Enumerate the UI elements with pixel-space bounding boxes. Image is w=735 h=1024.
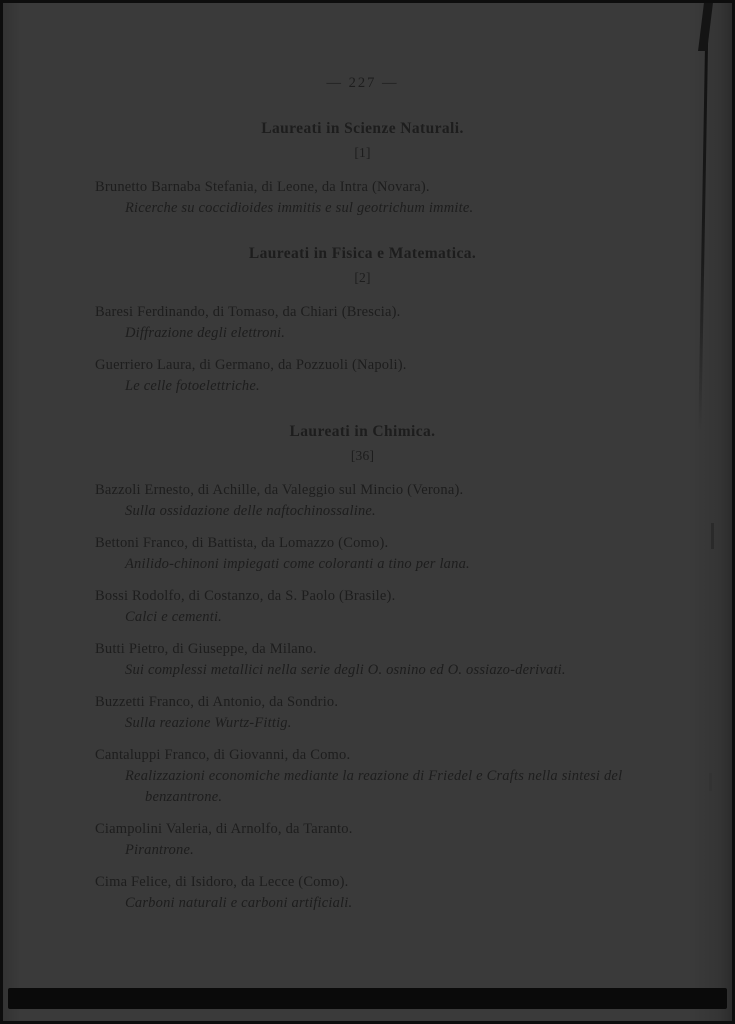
section-title: Laureati in Chimica. (289, 423, 436, 440)
graduate-entry (95, 177, 630, 219)
thesis-title: Carboni naturali e carboni artificiali. (125, 895, 353, 911)
thesis-title: Calci e cementi. (125, 609, 223, 625)
page-number: — 227 — (326, 75, 399, 91)
graduates-section (95, 243, 630, 397)
scan-artifact-dash (711, 523, 714, 549)
graduate-name: Ciampolini Valeria, di Arnolfo, da Taranto. (95, 821, 353, 837)
graduate-entry (95, 302, 630, 344)
graduate-entry (95, 480, 630, 522)
graduate-entry (95, 819, 630, 861)
graduate-name: Buzzetti Franco, di Antonio, da Sondrio. (95, 694, 339, 710)
graduate-entry (95, 745, 630, 808)
thesis-title: Diffrazione degli elettroni. (125, 325, 286, 341)
thesis-title: Anilido-chinoni impiegati come coloranti a tino per lana. (125, 556, 470, 572)
section-count: [1] (354, 145, 371, 160)
graduate-entry (95, 872, 630, 914)
graduate-name: Cima Felice, di Isidoro, da Lecce (Como). (95, 874, 349, 890)
graduate-name: Baresi Ferdinando, di Tomaso, da Chiari (Brescia). (95, 304, 401, 320)
graduate-name: Bossi Rodolfo, di Costanzo, da S. Paolo (Brasile). (95, 588, 396, 604)
scan-artifact-right-line (698, 3, 709, 433)
graduate-entry (95, 355, 630, 397)
thesis-title: Sui complessi metallici nella serie degli O. osnino ed O. ossiazo-derivati. (125, 662, 566, 678)
section-count: [2] (354, 270, 371, 285)
section-count: [36] (350, 448, 375, 463)
thesis-title: Ricerche su coccidioides immitis e sul geotrichum immite. (125, 200, 474, 216)
thesis-title: Le celle fotoelettriche. (125, 378, 260, 394)
graduate-entry (95, 586, 630, 628)
graduates-section (95, 118, 630, 219)
graduate-entry (95, 533, 630, 575)
graduate-entry (95, 639, 630, 681)
graduate-name: Bettoni Franco, di Battista, da Lomazzo (Como). (95, 535, 389, 551)
thesis-title: Sulla reazione Wurtz-Fittig. (125, 715, 292, 731)
scan-artifact-bottom-bar (8, 988, 727, 1009)
scan-artifact-dash (709, 773, 712, 791)
graduate-name: Butti Pietro, di Giuseppe, da Milano. (95, 641, 317, 657)
scan-shadow-left (3, 3, 21, 1021)
page-content (95, 73, 630, 925)
thesis-title: Pirantrone. (125, 842, 194, 858)
section-title: Laureati in Scienze Naturali. (261, 120, 464, 137)
section-title: Laureati in Fisica e Matematica. (248, 245, 477, 262)
thesis-title: Realizzazioni economiche mediante la reazione di Friedel e Crafts nella sintesi del benzantrone. (125, 768, 623, 805)
graduate-name: Guerriero Laura, di Germano, da Pozzuoli (Napoli). (95, 357, 407, 373)
graduate-name: Cantaluppi Franco, di Giovanni, da Como. (95, 747, 351, 763)
scan-shadow-right (692, 3, 732, 1021)
thesis-title: Sulla ossidazione delle naftochinossaline. (125, 503, 376, 519)
graduate-entry (95, 692, 630, 734)
sections (95, 118, 630, 914)
graduate-name: Bazzoli Ernesto, di Achille, da Valeggio sul Mincio (Verona). (95, 482, 464, 498)
scan-artifact-corner-mark (698, 3, 713, 51)
graduate-name: Brunetto Barnaba Stefania, di Leone, da Intra (Novara). (95, 179, 430, 195)
graduates-section (95, 421, 630, 914)
